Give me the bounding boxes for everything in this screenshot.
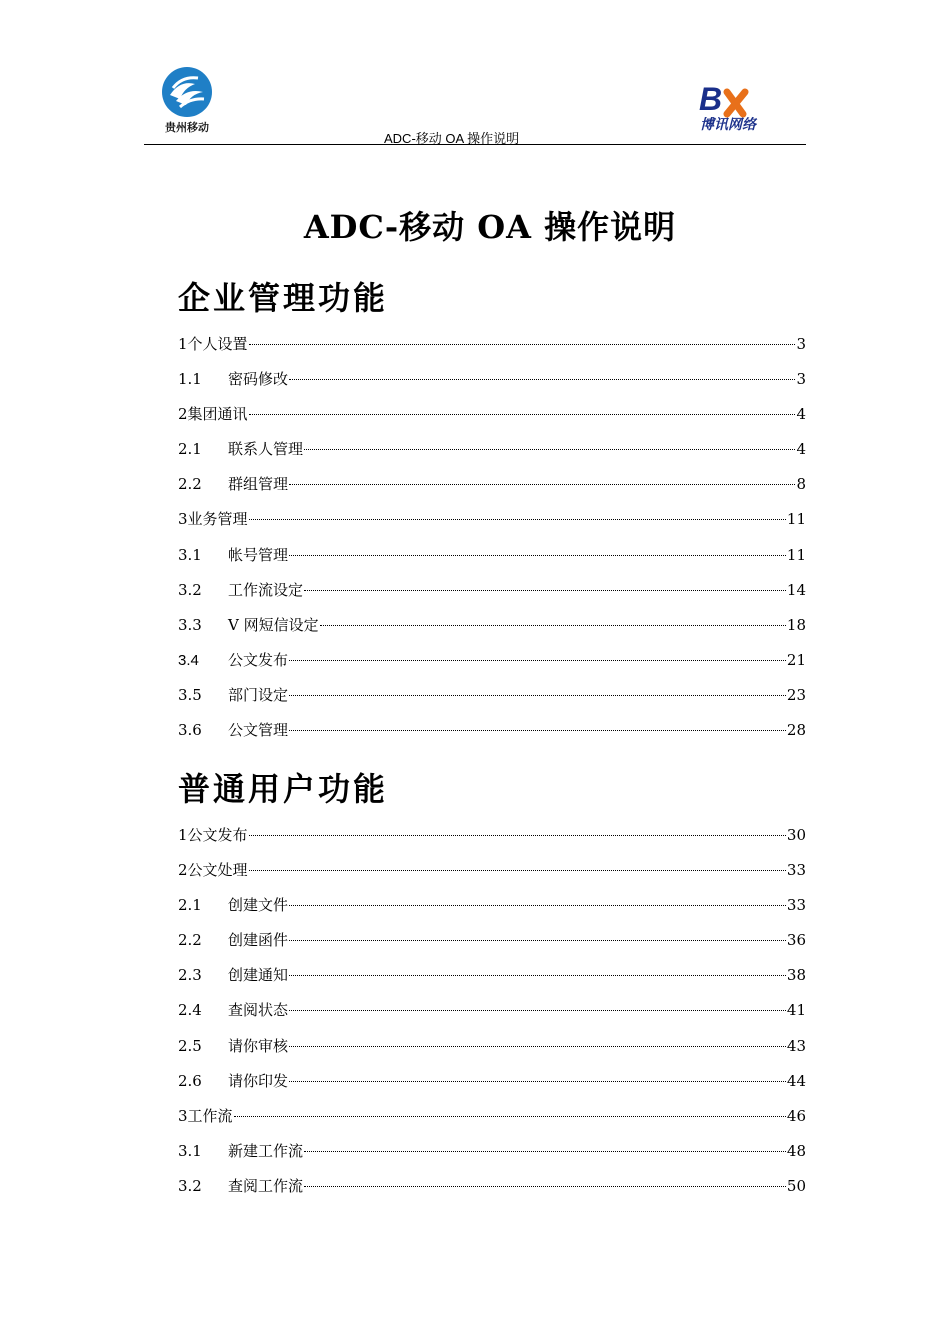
toc-dot-leader bbox=[304, 449, 795, 450]
toc-entry-page: 23 bbox=[786, 685, 806, 704]
toc-dot-leader bbox=[289, 730, 786, 731]
toc-entry-page: 3 bbox=[796, 370, 806, 389]
toc-entry[interactable] bbox=[178, 1071, 806, 1106]
toc-entry[interactable] bbox=[178, 1000, 806, 1035]
toc-entry-page: 4 bbox=[796, 440, 806, 459]
toc-entry-page: 43 bbox=[786, 1036, 806, 1055]
toc-entry-page: 44 bbox=[786, 1071, 806, 1090]
toc-dot-leader bbox=[249, 835, 786, 836]
toc-entry-label: 帐号管理 bbox=[228, 545, 289, 564]
toc-entry-page: 33 bbox=[786, 861, 806, 880]
toc-dot-leader bbox=[289, 379, 795, 380]
toc-entry-label: 部门设定 bbox=[228, 685, 289, 704]
toc-entry[interactable] bbox=[178, 650, 806, 685]
toc-dot-leader bbox=[320, 625, 786, 626]
toc-entry-number: 3.1 bbox=[178, 545, 202, 564]
toc-entry-number: 3.2 bbox=[178, 1176, 202, 1195]
document-title: ADC-移动 OA 操作说明 bbox=[303, 208, 677, 246]
toc-entry-page: 38 bbox=[786, 966, 806, 985]
toc-entry-label: 创建文件 bbox=[228, 896, 289, 915]
toc-dot-leader bbox=[289, 1010, 786, 1011]
toc-entry-number: 2.4 bbox=[178, 1001, 202, 1020]
toc-entry-page: 11 bbox=[786, 510, 806, 529]
toc-entry-page: 48 bbox=[786, 1141, 806, 1160]
toc-entry[interactable] bbox=[178, 404, 806, 439]
toc-entry-label: 创建函件 bbox=[228, 931, 289, 950]
toc-entry-number: 3.6 bbox=[178, 721, 202, 740]
toc-dot-leader bbox=[289, 905, 786, 906]
china-mobile-emblem-icon bbox=[160, 66, 214, 118]
toc-entry-number: 1.1 bbox=[178, 370, 202, 389]
toc-entry-page: 21 bbox=[786, 650, 806, 669]
toc-entry-number: 2.5 bbox=[178, 1036, 202, 1055]
boxun-logo bbox=[688, 80, 768, 134]
toc-entry-page: 4 bbox=[796, 405, 806, 424]
toc-dot-leader bbox=[304, 1186, 786, 1187]
toc-entry-label: 公文发布 bbox=[228, 651, 289, 669]
toc-entry[interactable] bbox=[178, 930, 806, 965]
boxun-b-mark: B bbox=[699, 81, 723, 117]
section-heading-user: 普通用户功能 bbox=[178, 770, 389, 808]
toc-entry-label: 公文发布 bbox=[187, 826, 248, 844]
toc-entry-number: 1 bbox=[178, 335, 188, 353]
toc-entry-number: 3.3 bbox=[178, 615, 202, 634]
toc-enterprise bbox=[178, 334, 806, 755]
toc-entry[interactable] bbox=[178, 895, 806, 930]
toc-entry-label: 业务管理 bbox=[187, 510, 248, 529]
toc-entry-label: 请你印发 bbox=[228, 1071, 289, 1090]
toc-entry-page: 46 bbox=[786, 1106, 806, 1125]
toc-entry-label: 集团通讯 bbox=[187, 405, 248, 424]
toc-user bbox=[178, 825, 806, 1211]
toc-entry-number: 3.4 bbox=[178, 651, 199, 669]
toc-entry-number: 2.2 bbox=[178, 931, 202, 950]
header-rule bbox=[144, 144, 806, 145]
toc-entry-number: 2 bbox=[178, 861, 188, 880]
toc-entry[interactable] bbox=[178, 1036, 806, 1071]
toc-entry[interactable] bbox=[178, 545, 806, 580]
section-heading-enterprise: 企业管理功能 bbox=[178, 279, 389, 317]
toc-entry[interactable] bbox=[178, 439, 806, 474]
china-mobile-logo-text: 贵州移动 bbox=[165, 121, 209, 134]
toc-entry[interactable] bbox=[178, 1106, 806, 1141]
toc-entry-page: 18 bbox=[786, 615, 806, 634]
toc-entry-number: 1 bbox=[178, 826, 188, 844]
toc-entry-number: 3 bbox=[178, 510, 188, 529]
toc-entry[interactable] bbox=[178, 1141, 806, 1176]
toc-entry[interactable] bbox=[178, 369, 806, 404]
toc-dot-leader bbox=[234, 1116, 786, 1117]
toc-entry-label: 联系人管理 bbox=[228, 440, 304, 459]
toc-entry-number: 2.1 bbox=[178, 896, 202, 915]
toc-entry-number: 2.2 bbox=[178, 475, 202, 494]
toc-dot-leader bbox=[289, 1046, 786, 1047]
toc-dot-leader bbox=[289, 660, 786, 661]
boxun-logo-text: 博讯网络 bbox=[700, 117, 756, 133]
china-mobile-logo bbox=[158, 66, 216, 135]
toc-entry-number: 2 bbox=[178, 405, 188, 424]
toc-entry-label: 创建通知 bbox=[228, 966, 289, 985]
page-header bbox=[144, 60, 806, 146]
toc-entry[interactable] bbox=[178, 509, 806, 544]
toc-dot-leader bbox=[289, 975, 786, 976]
toc-entry[interactable] bbox=[178, 1176, 806, 1211]
toc-dot-leader bbox=[289, 484, 795, 485]
toc-dot-leader bbox=[289, 555, 786, 556]
toc-entry-page: 36 bbox=[786, 931, 806, 950]
toc-dot-leader bbox=[249, 414, 796, 415]
toc-entry[interactable] bbox=[178, 965, 806, 1000]
toc-dot-leader bbox=[289, 940, 786, 941]
toc-entry[interactable] bbox=[178, 615, 806, 650]
toc-entry[interactable] bbox=[178, 474, 806, 509]
toc-entry[interactable] bbox=[178, 860, 806, 895]
toc-entry-label: 群组管理 bbox=[228, 475, 289, 494]
header-title: ADC-移动 OA 操作说明 bbox=[384, 131, 520, 146]
toc-entry-page: 30 bbox=[786, 826, 806, 844]
toc-entry-label: 查阅状态 bbox=[228, 1001, 289, 1020]
toc-dot-leader bbox=[249, 344, 796, 345]
toc-dot-leader bbox=[249, 519, 786, 520]
toc-entry-page: 11 bbox=[786, 545, 806, 564]
toc-entry-label: 请你审核 bbox=[228, 1036, 289, 1055]
toc-entry-page: 50 bbox=[786, 1176, 806, 1195]
toc-entry[interactable] bbox=[178, 720, 806, 755]
toc-entry-page: 14 bbox=[786, 580, 806, 599]
toc-entry-label: 密码修改 bbox=[228, 370, 289, 389]
toc-entry-number: 3.2 bbox=[178, 580, 202, 599]
toc-entry-page: 3 bbox=[796, 335, 806, 353]
toc-entry[interactable] bbox=[178, 825, 806, 860]
toc-entry-page: 41 bbox=[786, 1001, 806, 1020]
boxun-bx-icon bbox=[697, 80, 759, 118]
toc-entry-number: 2.6 bbox=[178, 1071, 202, 1090]
toc-dot-leader bbox=[289, 1081, 786, 1082]
toc-entry-number: 2.3 bbox=[178, 966, 202, 985]
toc-entry-number: 3.5 bbox=[178, 685, 202, 704]
toc-entry[interactable] bbox=[178, 334, 806, 369]
toc-dot-leader bbox=[304, 590, 786, 591]
toc-dot-leader bbox=[249, 870, 786, 871]
toc-entry[interactable] bbox=[178, 685, 806, 720]
toc-entry-label: 公文管理 bbox=[228, 721, 289, 740]
toc-dot-leader bbox=[304, 1151, 786, 1152]
toc-entry[interactable] bbox=[178, 580, 806, 615]
toc-entry-number: 3 bbox=[178, 1106, 188, 1125]
toc-entry-label: 工作流设定 bbox=[228, 580, 304, 599]
toc-entry-label: 查阅工作流 bbox=[228, 1176, 304, 1195]
toc-dot-leader bbox=[289, 695, 786, 696]
toc-entry-label: 工作流 bbox=[187, 1106, 233, 1125]
toc-entry-page: 28 bbox=[786, 721, 806, 740]
toc-entry-number: 2.1 bbox=[178, 440, 202, 459]
toc-entry-page: 33 bbox=[786, 896, 806, 915]
toc-entry-label: V 网短信设定 bbox=[228, 615, 319, 634]
toc-entry-label: 个人设置 bbox=[187, 335, 248, 353]
toc-entry-label: 新建工作流 bbox=[228, 1141, 304, 1160]
toc-entry-label: 公文处理 bbox=[187, 861, 248, 880]
toc-entry-page: 8 bbox=[796, 475, 806, 494]
toc-entry-number: 3.1 bbox=[178, 1141, 202, 1160]
